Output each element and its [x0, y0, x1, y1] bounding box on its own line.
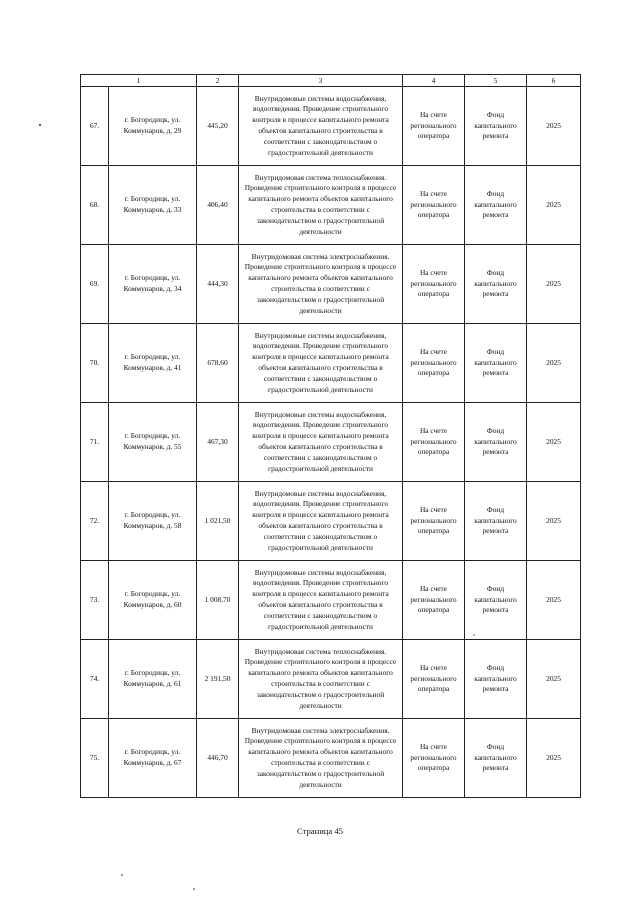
funding-account-cell: На счете регионального оператора — [403, 166, 465, 245]
row-number-cell: 69. — [81, 245, 109, 324]
year-cell: 2025 — [527, 640, 581, 719]
header-col-5: 5 — [465, 75, 527, 87]
funding-account-cell: На счете регионального оператора — [403, 719, 465, 798]
funding-source-cell: Фонд капитального ремонта — [465, 403, 527, 482]
header-col-2: 2 — [197, 75, 239, 87]
table-row — [81, 482, 581, 561]
funding-account-cell: На счете регионального оператора — [403, 324, 465, 403]
table-row — [81, 87, 581, 166]
repair-register-table — [80, 74, 581, 798]
funding-account-cell: На счете регионального оператора — [403, 87, 465, 166]
row-number-cell: 72. — [81, 482, 109, 561]
year-cell: 2025 — [527, 561, 581, 640]
header-col-1: 1 — [81, 75, 197, 87]
table-row — [81, 403, 581, 482]
work-description-cell: Внутридомовые системы водоснабжения, водоотведения. Проведение строительного контроля в процессе капитального ремонта объектов капитального строительства в соответствии с законодательством о градостроительной деятельности — [239, 403, 403, 482]
area-cell: 406,40 — [197, 166, 239, 245]
work-description-cell: Внутридомовые системы водоснабжения, водоотведения. Проведение строительного контроля в процессе капитального ремонта объектов капитального строительства в соответствии с законодательством о градостроительной деятельности — [239, 87, 403, 166]
funding-source-cell: Фонд капитального ремонта — [465, 245, 527, 324]
header-col-4: 4 — [403, 75, 465, 87]
table-row — [81, 324, 581, 403]
row-number-cell: 71. — [81, 403, 109, 482]
header-row — [81, 75, 581, 87]
year-cell: 2025 — [527, 719, 581, 798]
row-number-cell: 75. — [81, 719, 109, 798]
row-number-cell: 74. — [81, 640, 109, 719]
address-cell: г. Богородицк, ул. Коммунаров, д. 67 — [109, 719, 197, 798]
year-cell: 2025 — [527, 166, 581, 245]
area-cell: 1 008,70 — [197, 561, 239, 640]
scan-speck — [39, 124, 41, 126]
area-cell: 2 191,50 — [197, 640, 239, 719]
year-cell: 2025 — [527, 482, 581, 561]
row-number-cell: 70. — [81, 324, 109, 403]
address-cell: г. Богородицк, ул. Коммунаров, д. 58 — [109, 482, 197, 561]
work-description-cell: Внутридомовая система электроснабжения. Проведение строительного контроля в процессе капитального ремонта объектов капитального строительства в соответствии с законодательством о градостроительной деятельности — [239, 719, 403, 798]
year-cell: 2025 — [527, 324, 581, 403]
work-description-cell: Внутридомовые системы водоснабжения, водоотведения. Проведение строительного контроля в процессе капитального ремонта объектов капитального строительства в соответствии с законодательством о градостроительной деятельности — [239, 482, 403, 561]
table-header — [81, 75, 581, 87]
table-row — [81, 640, 581, 719]
work-description-cell: Внутридомовая система теплоснабжения. Проведение строительного контроля в процессе капитального ремонта объектов капитального строительства в соответствии с законодательством о градостроительной деятельности — [239, 166, 403, 245]
funding-source-cell: Фонд капитального ремонта — [465, 640, 527, 719]
table-row — [81, 719, 581, 798]
area-cell: 445,20 — [197, 87, 239, 166]
scan-speck — [121, 874, 123, 876]
work-description-cell: Внутридомовая система электроснабжения. Проведение строительного контроля в процессе капитального ремонта объектов капитального строительства в соответствии с законодательством о градостроительной деятельности — [239, 245, 403, 324]
address-cell: г. Богородицк, ул. Коммунаров, д. 34 — [109, 245, 197, 324]
header-col-3: 3 — [239, 75, 403, 87]
address-cell: г. Богородицк, ул. Коммунаров, д. 61 — [109, 640, 197, 719]
table-row — [81, 561, 581, 640]
work-description-cell: Внутридомовые системы водоснабжения, водоотведения. Проведение строительного контроля в процессе капитального ремонта объектов капитального строительства в соответствии с законодательством о градостроительной деятельности — [239, 561, 403, 640]
funding-account-cell: На счете регионального оператора — [403, 403, 465, 482]
funding-source-cell: Фонд капитального ремонта — [465, 324, 527, 403]
funding-source-cell: Фонд капитального ремонта — [465, 719, 527, 798]
table-row — [81, 166, 581, 245]
work-description-cell: Внутридомовые системы водоснабжения, водоотведения. Проведение строительного контроля в процессе капитального ремонта объектов капитального строительства в соответствии с законодательством о градостроительной деятельности — [239, 324, 403, 403]
funding-account-cell: На счете регионального оператора — [403, 482, 465, 561]
address-cell: г. Богородицк, ул. Коммунаров, д. 55 — [109, 403, 197, 482]
area-cell: 446,70 — [197, 719, 239, 798]
funding-account-cell: На счете регионального оператора — [403, 245, 465, 324]
area-cell: 444,30 — [197, 245, 239, 324]
year-cell: 2025 — [527, 87, 581, 166]
row-number-cell: 67. — [81, 87, 109, 166]
year-cell: 2025 — [527, 403, 581, 482]
area-cell: 1 021,50 — [197, 482, 239, 561]
page-number: Страница 45 — [297, 826, 343, 836]
table-row — [81, 245, 581, 324]
year-cell: 2025 — [527, 245, 581, 324]
funding-source-cell: Фонд капитального ремонта — [465, 166, 527, 245]
address-cell: г. Богородицк, ул. Коммунаров, д. 33 — [109, 166, 197, 245]
table-body — [81, 87, 581, 798]
address-cell: г. Богородицк, ул. Коммунаров, д. 29 — [109, 87, 197, 166]
funding-source-cell: Фонд капитального ремонта — [465, 561, 527, 640]
address-cell: г. Богородицк, ул. Коммунаров, д. 41 — [109, 324, 197, 403]
funding-source-cell: Фонд капитального ремонта — [465, 482, 527, 561]
scan-speck — [473, 634, 475, 636]
area-cell: 467,30 — [197, 403, 239, 482]
header-col-6: 6 — [527, 75, 581, 87]
funding-account-cell: На счете регионального оператора — [403, 561, 465, 640]
row-number-cell: 73. — [81, 561, 109, 640]
scan-speck — [193, 888, 195, 890]
funding-source-cell: Фонд капитального ремонта — [465, 87, 527, 166]
funding-account-cell: На счете регионального оператора — [403, 640, 465, 719]
area-cell: 678,60 — [197, 324, 239, 403]
work-description-cell: Внутридомовая система теплоснабжения. Проведение строительного контроля в процессе капитального ремонта объектов капитального строительства в соответствии с законодательством о градостроительной деятельности — [239, 640, 403, 719]
row-number-cell: 68. — [81, 166, 109, 245]
address-cell: г. Богородицк, ул. Коммунаров, д. 60 — [109, 561, 197, 640]
